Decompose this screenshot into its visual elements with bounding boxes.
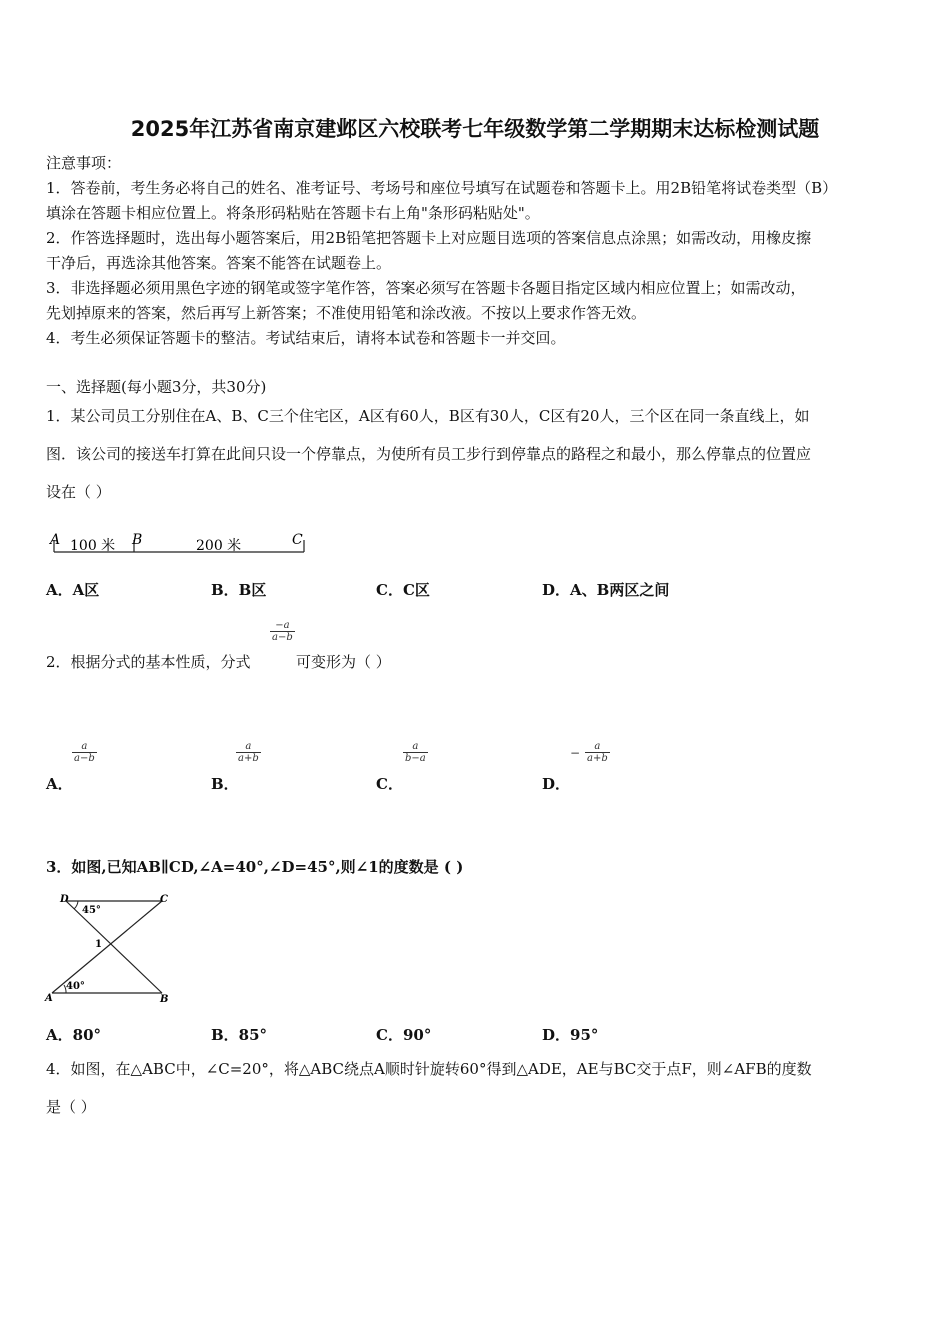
q4-line: 是（ ） [46, 1098, 96, 1116]
q1-line: 1．某公司员工分别住在A、B、C三个住宅区，A区有60人，B区有30人，C区有20人，三个区在同一条直线上，如 [46, 407, 810, 425]
notice-heading: 注意事项： [46, 154, 122, 172]
q3-label-b: B [160, 994, 169, 1005]
q3-label-a: A [45, 993, 53, 1004]
q2-option-a-num: a [72, 741, 97, 753]
q1-line: 图．该公司的接送车打算在此间只设一个停靠点，为使所有员工步行到停靠点的路程之和最小，那么停靠点的位置应 [46, 445, 812, 463]
q2-option-a-fraction [72, 741, 97, 764]
q2-fraction-num: −a [270, 620, 295, 632]
q2-fraction-den: a−b [272, 632, 293, 643]
q3-option-a[interactable]: A．80° [46, 1026, 102, 1044]
notice-line: 4．考生必须保证答题卡的整洁。考试结束后，请将本试卷和答题卡一并交回。 [46, 329, 566, 347]
q3-option-b[interactable]: B．85° [211, 1026, 268, 1044]
q1-distance-2: 200 米 [196, 538, 242, 554]
q2-option-b-den: a+b [238, 753, 259, 764]
q2-option-c-fraction [403, 741, 428, 764]
page-title: 2025年江苏省南京建邺区六校联考七年级数学第二学期期末达标检测试题 [130, 117, 820, 141]
q1-option-b[interactable]: B．B区 [211, 581, 267, 599]
q2-option-d-fraction [585, 741, 610, 764]
q1-label-a: A [50, 532, 61, 548]
q2-option-d-sign: − [570, 746, 581, 760]
q3-angle-a: 40° [66, 981, 85, 992]
q2-option-b-fraction [236, 741, 261, 764]
q2-option-a-label[interactable]: A． [46, 775, 73, 793]
q2-option-d-num: a [585, 741, 610, 753]
q2-option-d-den: a+b [587, 753, 608, 764]
q2-option-b-num: a [236, 741, 261, 753]
q2-text-after: 可变形为（ ） [296, 653, 391, 671]
q2-text-before: 2．根据分式的基本性质，分式 [46, 653, 251, 671]
q1-option-d[interactable]: D．A、B两区之间 [542, 581, 670, 599]
section-heading: 一、选择题(每小题3分，共30分) [46, 378, 267, 396]
notice-line: 2．作答选择题时，选出每小题答案后，用2B铅笔把答题卡上对应题目选项的答案信息点涂黑；如需改动，用橡皮擦 [46, 229, 812, 247]
q2-option-c-num: a [403, 741, 428, 753]
q3-label-c: C [160, 894, 168, 905]
q1-distance-1: 100 米 [70, 538, 116, 554]
q3-angle-1: 1 [95, 939, 102, 950]
q3-label-d: D [60, 894, 69, 905]
q3-option-d[interactable]: D．95° [542, 1026, 599, 1044]
q2-option-c-label[interactable]: C． [376, 775, 403, 793]
q1-line-diagram [46, 528, 316, 556]
q3-parallel-lines-diagram [44, 891, 174, 1005]
q3-text: 3．如图,已知AB∥CD,∠A=40°,∠D=45°,则∠1的度数是 ( ) [46, 858, 464, 876]
q1-option-c[interactable]: C．C区 [376, 581, 430, 599]
notice-line: 先划掉原来的答案，然后再写上新答案；不准使用铅笔和涂改液。不按以上要求作答无效。 [46, 304, 647, 322]
q1-label-c: C [292, 532, 303, 548]
q3-option-c[interactable]: C．90° [376, 1026, 432, 1044]
q1-option-a[interactable]: A．A区 [46, 581, 100, 599]
q1-label-b: B [132, 532, 143, 548]
q1-line: 设在（ ） [46, 483, 111, 501]
q3-angle-d: 45° [82, 905, 101, 916]
q2-option-a-den: a−b [74, 753, 95, 764]
notice-line: 1．答卷前，考生务必将自己的姓名、准考证号、考场号和座位号填写在试题卷和答题卡上。用2B铅笔将试卷类型（B） [46, 179, 838, 197]
q2-option-c-den: b−a [405, 753, 426, 764]
notice-line: 3．非选择题必须用黑色字迹的钢笔或签字笔作答，答案必须写在答题卡各题目指定区域内相应位置上；如需改动， [46, 279, 806, 297]
q2-fraction [270, 620, 295, 643]
notice-line: 干净后，再选涂其他答案。答案不能答在试题卷上。 [46, 254, 392, 272]
q2-option-d-label[interactable]: D． [542, 775, 571, 793]
q4-line: 4．如图，在△ABC中，∠C=20°，将△ABC绕点A顺时针旋转60°得到△ADE，AE与BC交于点F，则∠AFB的度数 [46, 1060, 812, 1078]
q2-option-b-label[interactable]: B． [211, 775, 239, 793]
notice-line: 填涂在答题卡相应位置上。将条形码粘贴在答题卡右上角"条形码粘贴处"。 [46, 204, 540, 222]
